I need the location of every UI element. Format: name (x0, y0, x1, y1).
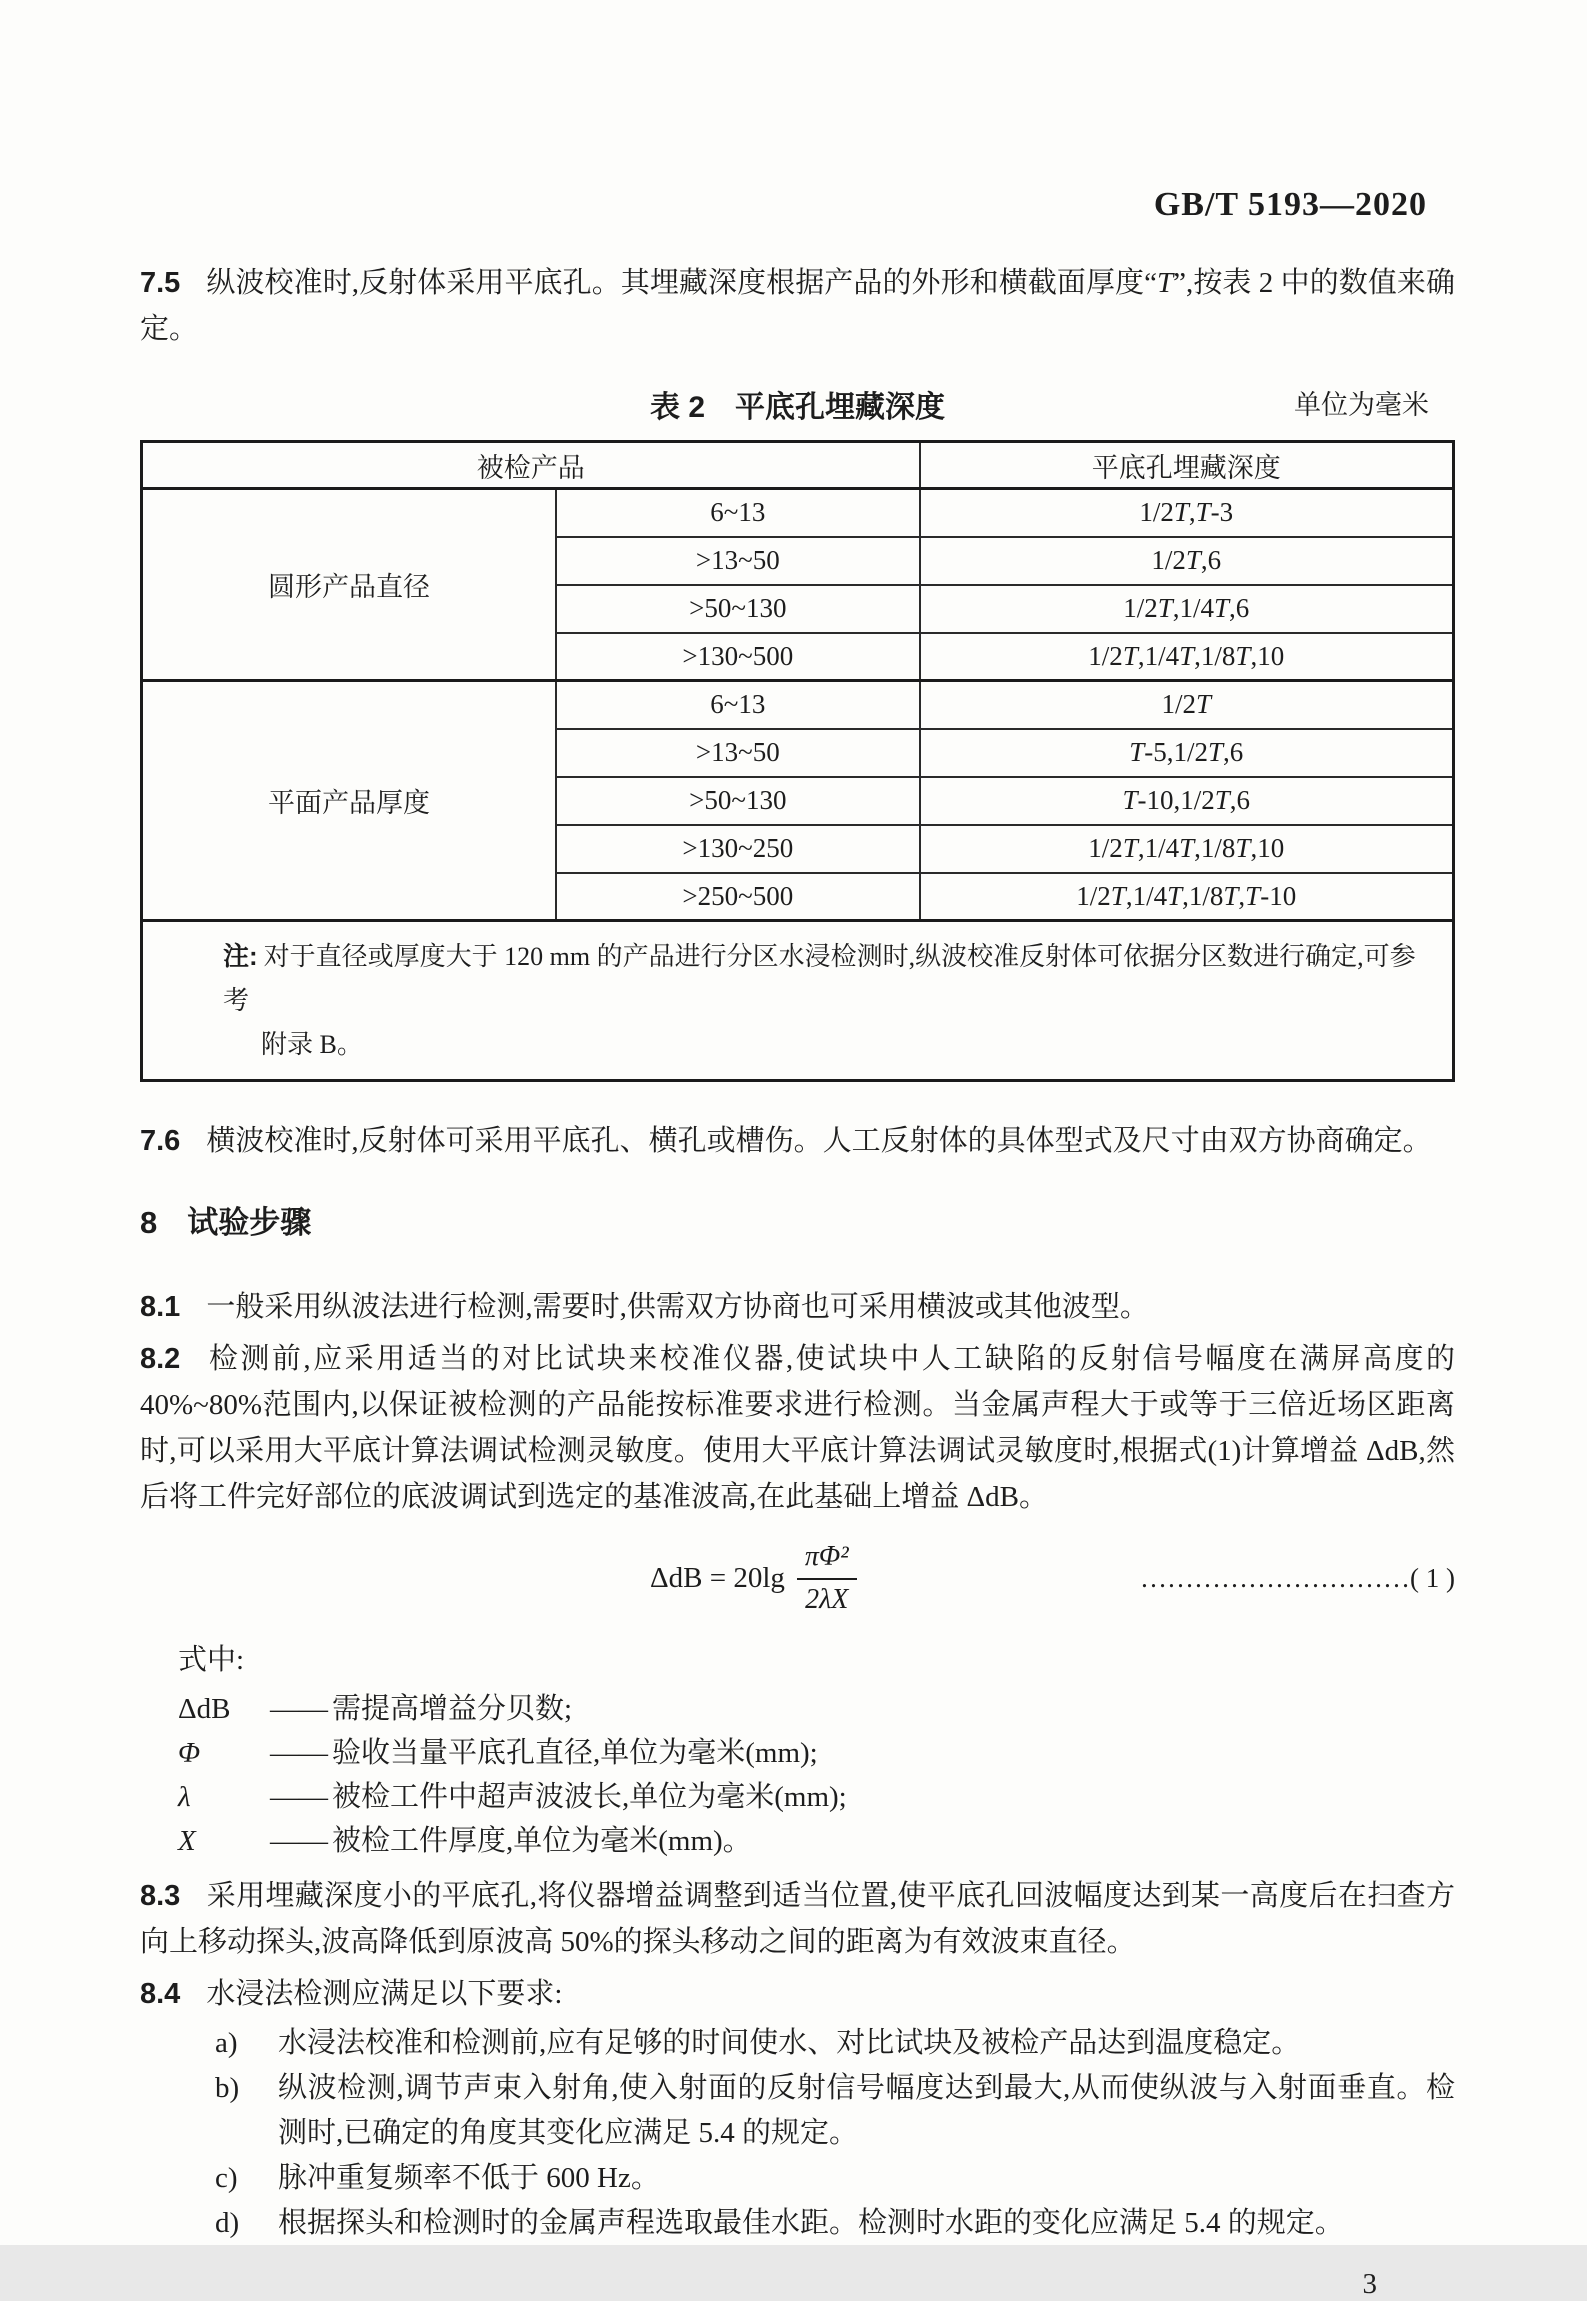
definition-description: 验收当量平底孔直径,单位为毫米(mm); (332, 1737, 818, 1769)
hole-depth-cell: 1/2T,1/4T,1/8T,10 (920, 825, 1454, 873)
clause-8-4 (140, 1971, 1455, 2017)
requirement-marker: d) (215, 2207, 240, 2239)
definition-description: 需提高增益分贝数; (332, 1693, 573, 1725)
equation-1-leader (857, 1563, 1455, 1594)
definition-symbol: Φ (178, 1737, 201, 1769)
definition-dash: —— (270, 1781, 328, 1813)
table-note-label: 注: (223, 941, 258, 971)
standard-code: GB/T 5193—2020 (1153, 186, 1427, 223)
size-range-cell: >130~500 (556, 633, 919, 681)
table-header-product: 被检产品 (142, 442, 920, 489)
requirement-item (215, 2021, 1455, 2066)
clause-7-6-number: 7.6 (140, 1125, 181, 1157)
requirement-text: 水浸法校准和检测前,应有足够的时间使水、对比试块及被检产品达到温度稳定。 (278, 2027, 1301, 2059)
definition-symbol: λ (178, 1781, 191, 1813)
equation-1-lhs: ΔdB = 20lg (650, 1561, 785, 1594)
definition-dash: —— (270, 1737, 328, 1769)
equation-1-expression (650, 1541, 857, 1616)
requirement-marker: a) (215, 2027, 238, 2059)
hole-depth-cell: T-5,1/2T,6 (920, 729, 1454, 777)
clause-7-6-text: 横波校准时,反射体可采用平底孔、横孔或槽伤。人工反射体的具体型式及尺寸由双方协商确定。 (206, 1125, 1432, 1157)
table-2-flat-bottom-hole-depth (140, 440, 1455, 1082)
clause-8-3-text: 采用埋藏深度小的平底孔,将仪器增益调整到适当位置,使平底孔回波幅度达到某一高度后在扫查方向上移动探头,波高降低到原波高 50%的探头移动之间的距离为有效波束直径。 (140, 1880, 1455, 1958)
clause-8-4-text: 水浸法检测应满足以下要求: (206, 1978, 563, 2010)
equation-1-numerator: πΦ² (797, 1541, 857, 1580)
clause-8-2 (140, 1336, 1455, 1520)
table-unit-note: 单位为毫米 (1294, 390, 1429, 420)
requirement-text: 脉冲重复频率不低于 600 Hz。 (278, 2162, 660, 2194)
clause-8-1-text: 一般采用纵波法进行检测,需要时,供需双方协商也可采用横波或其他波型。 (206, 1291, 1149, 1323)
clause-8-3-number: 8.3 (140, 1880, 181, 1912)
table-note (142, 921, 1454, 1081)
requirement-item (215, 2201, 1455, 2246)
requirement-list (140, 2021, 1455, 2246)
clause-8-1-number: 8.1 (140, 1291, 181, 1323)
clause-8-2-number: 8.2 (140, 1343, 181, 1375)
table-row (142, 681, 1454, 729)
clause-8-2-text: 检测前,应采用适当的对比试块来校准仪器,使试块中人工缺陷的反射信号幅度在满屏高度的 40%~80%范围内,以保证被检测的产品能按标准要求进行检测。当金属声程大于或等于三倍近场区距离时,可以采用大平底计算法调试检测灵敏度。使用大平底计算法调试灵敏度时,根据式(1)计算增益 ΔdB,然后将工件完好部位的底波调试到选定的基准波高,在此基础上增益 ΔdB。 (140, 1343, 1455, 1513)
section-8-number: 8 (140, 1205, 158, 1240)
equation-1-denominator: 2λX (805, 1583, 849, 1615)
hole-depth-cell: 1/2T,1/4T,6 (920, 585, 1454, 633)
requirement-text: 根据探头和检测时的金属声程选取最佳水距。检测时水距的变化应满足 5.4 的规定。 (278, 2207, 1344, 2239)
hole-depth-cell: 1/2T,1/4T,1/8T,10 (920, 633, 1454, 681)
clause-8-1 (140, 1284, 1455, 1330)
symbol-definitions (140, 1687, 1455, 1863)
clause-8-3 (140, 1873, 1455, 1965)
requirement-text: 纵波检测,调节声束入射角,使入射面的反射信号幅度达到最大,从而使纵波与入射面垂直。检测时,已确定的角度其变化应满足 5.4 的规定。 (278, 2072, 1455, 2149)
table-header-row (142, 442, 1454, 489)
table-caption-row (140, 382, 1455, 424)
table-note-line2: 附录 B。 (261, 1030, 363, 1059)
definition-row (140, 1775, 1455, 1819)
hole-depth-cell: 1/2T (920, 681, 1454, 729)
requirement-marker: b) (215, 2072, 240, 2104)
size-range-cell: >13~50 (556, 729, 919, 777)
table-title: 表 2 平底孔埋藏深度 (649, 391, 946, 424)
definition-symbol: ΔdB (178, 1693, 231, 1725)
product-group-label: 圆形产品直径 (142, 489, 557, 681)
size-range-cell: >13~50 (556, 537, 919, 585)
equation-1-number: ( 1 ) (1410, 1562, 1455, 1593)
definition-description: 被检工件厚度,单位为毫米(mm)。 (332, 1825, 752, 1857)
definition-row (140, 1731, 1455, 1775)
size-range-cell: 6~13 (556, 681, 919, 729)
definition-description: 被检工件中超声波波长,单位为毫米(mm); (332, 1781, 847, 1813)
clause-7-6 (140, 1118, 1455, 1164)
definition-row (140, 1687, 1455, 1731)
section-8-heading (140, 1202, 1455, 1244)
equation-1 (140, 1532, 1455, 1624)
size-range-cell: >50~130 (556, 777, 919, 825)
table-note-row (142, 921, 1454, 1081)
table-2-body (142, 489, 1454, 921)
size-range-cell: 6~13 (556, 489, 919, 537)
clause-7-5 (140, 260, 1455, 352)
size-range-cell: >250~500 (556, 873, 919, 921)
size-range-cell: >130~250 (556, 825, 919, 873)
table-note-line1: 对于直径或厚度大于 120 mm 的产品进行分区水浸检测时,纵波校准反射体可依据分区数进行确定,可参考 (223, 942, 1416, 1015)
equation-1-fraction (797, 1541, 857, 1616)
product-group-label: 平面产品厚度 (142, 681, 557, 921)
hole-depth-cell: 1/2T,1/4T,1/8T,T-10 (920, 873, 1454, 921)
requirement-item (215, 2156, 1455, 2201)
hole-depth-cell: 1/2T,6 (920, 537, 1454, 585)
clause-7-5-text: 纵波校准时,反射体采用平底孔。其埋藏深度根据产品的外形和横截面厚度“T”,按表 2 中的数值来确定。 (140, 267, 1456, 345)
clause-8-4-number: 8.4 (140, 1978, 181, 2010)
requirement-marker: c) (215, 2162, 238, 2194)
size-range-cell: >50~130 (556, 585, 919, 633)
hole-depth-cell: T-10,1/2T,6 (920, 777, 1454, 825)
requirement-item (215, 2066, 1455, 2156)
table-header-depth: 平底孔埋藏深度 (920, 442, 1454, 489)
hole-depth-cell: 1/2T,T-3 (920, 489, 1454, 537)
table-row (142, 489, 1454, 537)
definition-row (140, 1819, 1455, 1863)
section-8-title: 试验步骤 (187, 1205, 312, 1240)
clause-7-5-number: 7.5 (140, 267, 181, 299)
definition-dash: —— (270, 1693, 328, 1725)
where-label: 式中: (178, 1644, 245, 1676)
equation-1-dots: ………………………… (1140, 1562, 1411, 1593)
page-number: 3 (1362, 2268, 1377, 2300)
definition-dash: —— (270, 1825, 328, 1857)
definition-symbol: X (178, 1825, 196, 1857)
